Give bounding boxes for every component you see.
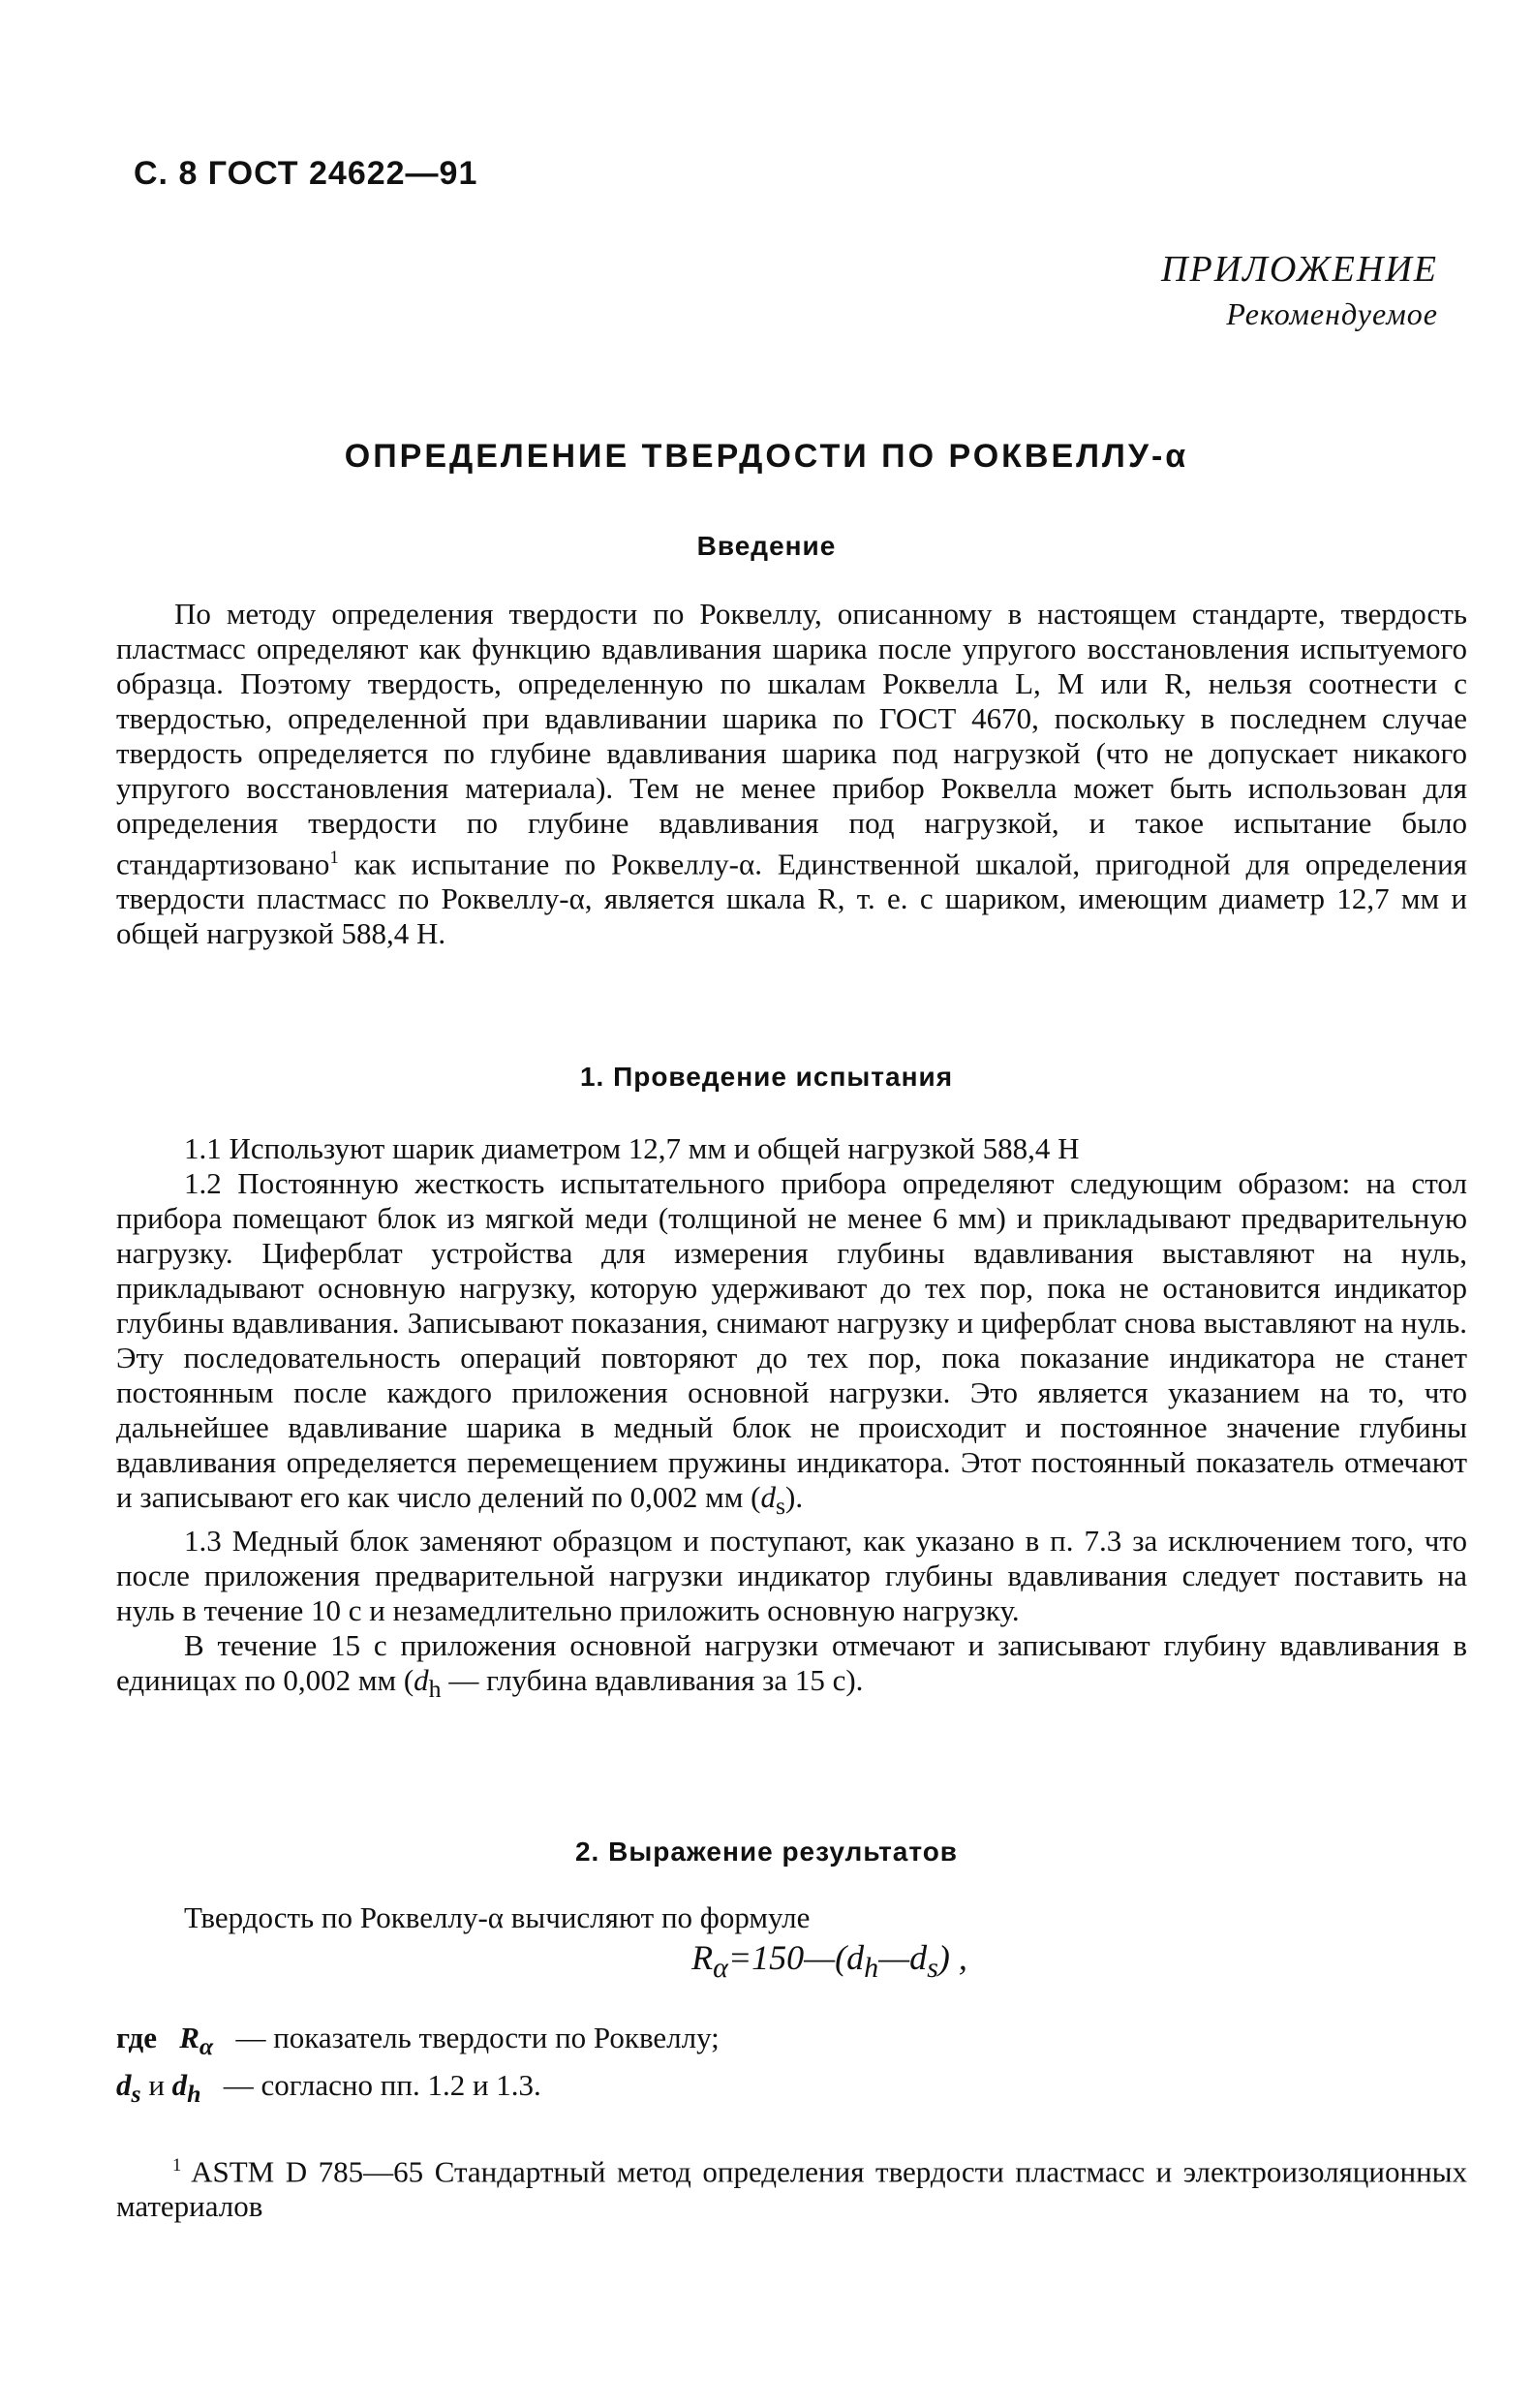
formula-legend	[116, 2019, 720, 2114]
formula: $R_\alpha=150—(d_h—d_s)$ ,	[691, 1938, 967, 1985]
footnote: $^1$ ASTM D 785—65 Стандартный метод определения твердости пластмасс и электроизоляционных материалов	[116, 2154, 1467, 2224]
document-title: ОПРЕДЕЛЕНИЕ ТВЕРДОСТИ ПО РОКВЕЛЛУ-α	[344, 438, 1189, 475]
section1-heading: 1. Проведение испытания	[579, 1062, 954, 1092]
footnote-mark: 1	[329, 848, 339, 868]
section1-body	[116, 1131, 1467, 1707]
paragraph-1-3: 1.3 Медный блок заменяют образцом и поступают, как указано в п. 7.3 за исключением того, что после приложения предварительной нагрузки индикатор глубины вдавливания следует поставить на нуль в течение 10 с и незамедлительно приложить основную нагрузку.	[116, 1524, 1467, 1628]
paragraph-1-1: 1.1 Используют шарик диаметром 12,7 мм и общей нагрузкой 588,4 Н	[184, 1131, 1080, 1165]
paragraph-1-2: 1.2 Постоянную жесткость испытательного прибора определяют следующим образом: на стол прибора помещают блок из мягкой меди (толщиной не менее 6 мм) и прикладывают предварительную нагрузку. Циферблат устройства для измерения глубины вдавливания выставляют на нуль, прикладывают основную нагрузку, которую удерживают до тех пор, пока не остановится индикатор глубины вдавливания. Записывают показания, снимают нагрузку и циферблат снова выставляют на нуль. Эту последовательность операций повторяют до тех пор, пока показание индикатора не станет постоянным после каждого приложения основной нагрузки. Это является указанием на то, что дальнейшее вдавливание шарика в медный блок не происходит и постоянное значение глубины вдавливания определяется перемещением пружины индикатора. Этот постоянный показатель отмечают и записывают его как число делений по 0,002 мм $(d_s)$.	[116, 1166, 1467, 1521]
section2-heading: 2. Выражение результатов	[574, 1837, 959, 1867]
page-header: С. 8 ГОСТ 24622—91	[134, 155, 478, 192]
intro-body	[116, 597, 1467, 951]
appendix-title: ПРИЛОЖЕНИЕ	[1161, 249, 1438, 290]
legend-row-r: где $R_\alpha$ — показатель твердости по Роквеллу;	[116, 2021, 720, 2061]
section2-intro: Твердость по Роквеллу-α вычисляют по формуле	[184, 1900, 811, 1934]
legend-row-d: $d_s$ и $d_h$ — согласно пп. 1.2 и 1.3.	[116, 2068, 541, 2109]
intro-paragraph: По методу определения твердости по Роквеллу, описанному в настоящем стандарте, твердость пластмасс определяют как функцию вдавливания шарика после упругого восстановления испытуемого образца. Поэтому твердость, определенную по шкалам Роквелла L, M или R, нельзя соотнести с твердостью, определенной при вдавливании шарика по ГОСТ 4670, поскольку в последнем случае твердость определяется по глубине вдавливания шарика под нагрузкой (что не допускает никакого упругого восстановления материала). Тем не менее прибор Роквелла может быть использован для определения твердости по глубине вдавливания под нагрузкой, и такое испытание было стандартизовано$^1$ как испытание по Роквеллу-α. Единственной шкалой, пригодной для определения твердости пластмасс по Роквеллу-α, является шкала R, т. е. с шариком, имеющим диаметр 12,7 мм и общей нагрузкой 588,4 Н.	[116, 597, 1467, 951]
paragraph-1-3-cont: В течение 15 с приложения основной нагрузки отмечают и записывают глубину вдавливания в единицах по 0,002 мм ($d_h$ — глубина вдавливания за 15 с).	[116, 1628, 1467, 1704]
intro-heading: Введение	[696, 531, 837, 561]
appendix-label	[1161, 248, 1438, 332]
appendix-status: Рекомендуемое	[1226, 296, 1438, 331]
